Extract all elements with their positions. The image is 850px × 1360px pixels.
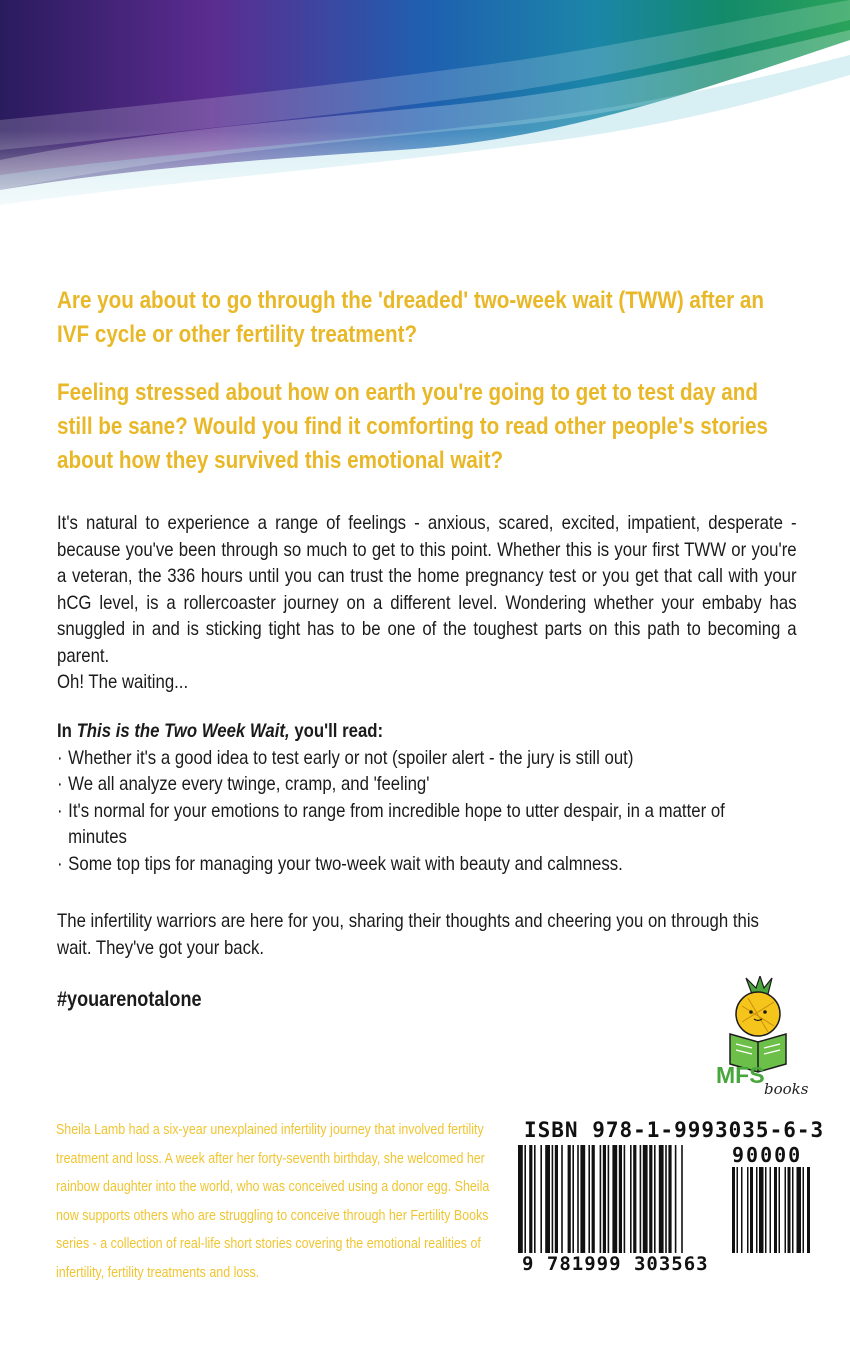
list-lead-in: In [57,720,77,742]
list-item: · Whether it's a good idea to test early or not (spoiler alert - the jury is still out) [57,745,797,772]
book-title: This is the Two Week Wait, [76,720,290,742]
list-item: · Some top tips for managing your two-week wait with beauty and calmness. [57,851,797,878]
ean-digits: 9 781999 303563 [522,1253,709,1275]
intro-paragraph [57,510,797,696]
list-item: · It's normal for your emotions to range from incredible hope to utter despair, in a matter of minutes [57,798,748,851]
intro-text: It's natural to experience a range of feelings - anxious, scared, excited, impatient, desperate - because you've been through so much to get to this point. Whether this is your first TWW or you're a veteran, the 336 hours until you can trust the home pregnancy test or you get that call with your hCG level, is a rollercoaster journey on a different level. Wondering whether your embaby has snuggled in and is sticking tight has to be one of the toughest parts on this path to becoming a parent. [57,512,797,667]
tagline-question-2: Feeling stressed about how on earth you're going to get to test day and still be sane? Would you find it comforting to read other people's stories about how they survived this emotional wait? [57,379,768,474]
hashtag: #youarenotalone [57,988,202,1011]
list-lead-out: you'll read: [289,720,384,742]
list-heading [57,718,797,745]
header-swoosh-graphic [0,0,850,230]
tagline-question-1: Are you about to go through the 'dreaded' two-week wait (TWW) after an IVF cycle or other fertility treatment? [57,287,765,348]
logo-text: MFS [716,1062,765,1088]
list-item: · We all analyze every twinge, cramp, and 'feeling' [57,771,797,798]
author-bio: Sheila Lamb had a six-year unexplained infertility journey that involved fertility treatment and loss. A week after her forty-seventh birthday, she welcomed her rainbow daughter into the world, who was conceived using a donor egg. Sheila now supports others who are struggling to conceive through her Fertility Books series - a collection of real-life short stories covering the emotional realities of infertility, fertility treatments and loss. [56,1121,490,1281]
isbn-label: ISBN 978-1-9993035-6-3 [524,1118,825,1142]
reading-list [57,718,797,877]
closing-paragraph: The infertility warriors are here for you, sharing their thoughts and cheering you on through this wait. They've got your back. [57,910,759,959]
logo-subtext: books [764,1080,809,1098]
bullet-list [57,745,797,878]
waiting-line: Oh! The waiting... [57,671,189,693]
price-code: 90000 [732,1143,803,1167]
